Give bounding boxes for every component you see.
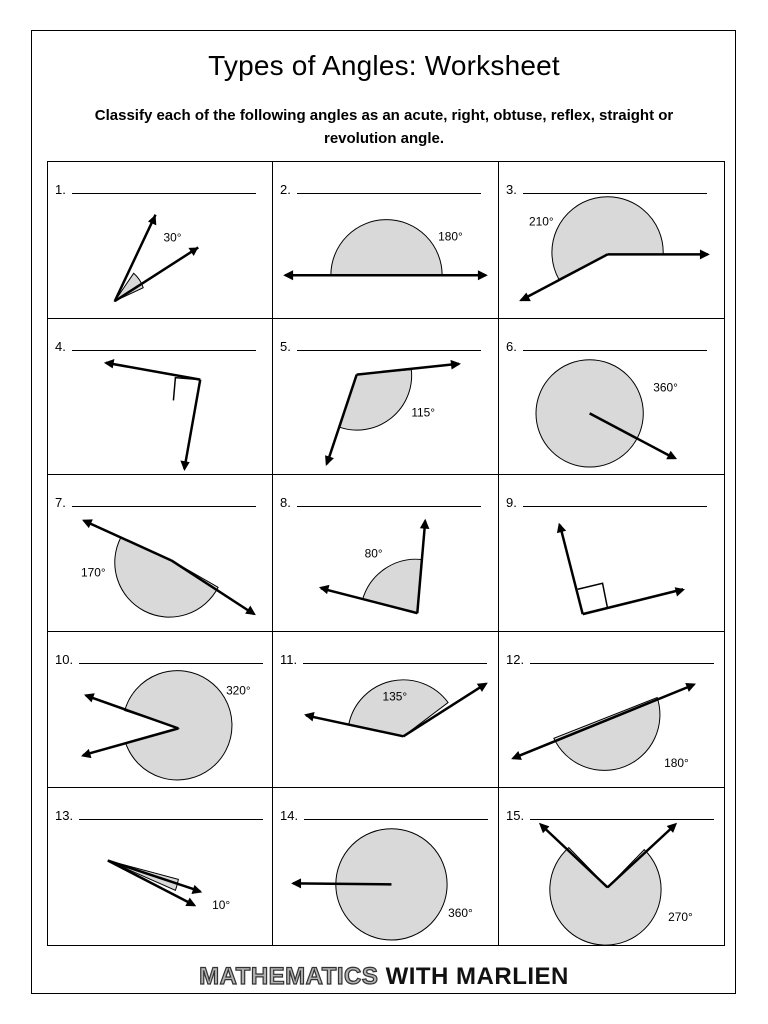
angle-diagram-2 [273,162,498,318]
question-12 [498,631,725,788]
angle-label: 180° [438,229,463,244]
question-number: 11. [280,652,298,667]
instructions: Classify each of the following angles as an acute, right, obtuse, reflex, straight or revolution angle. [94,107,674,147]
angle-diagram-4 [48,319,272,474]
angle-diagram-3 [499,162,724,318]
question-number: 5. [280,339,291,354]
question-3 [498,161,725,319]
angle-label: 210° [529,214,554,229]
question-2 [272,161,499,319]
question-number: 13. [55,808,74,823]
angle-diagram-13 [48,788,272,945]
footer-brand-part1: MATHEMATICS [199,963,379,990]
angle-diagram-14 [273,788,498,945]
angle-label: 135° [382,689,408,704]
question-14 [272,787,499,946]
question-grid [47,161,724,945]
angle-label: 180° [664,756,689,771]
angle-diagram-15 [499,788,724,945]
question-number: 8. [280,495,291,510]
question-7 [47,474,273,632]
angle-diagram-7 [48,475,272,631]
question-5 [272,318,499,475]
question-4 [47,318,273,475]
footer-brand [0,963,768,991]
angle-label: 80° [364,546,383,561]
question-1 [47,161,273,319]
question-11 [272,631,499,788]
angle-diagram-5 [273,319,498,474]
question-number: 12. [506,652,525,667]
angle-diagram-10 [48,632,272,787]
angle-diagram-11 [273,632,498,787]
page-title: Types of Angles: Worksheet [208,50,560,81]
question-number: 6. [506,339,517,354]
angle-diagram-9 [499,475,724,631]
angle-label: 115° [411,405,436,420]
question-number: 4. [55,339,66,354]
question-number: 7. [55,495,66,510]
angle-diagram-1 [48,162,272,318]
question-number: 14. [280,808,299,823]
footer-brand-part2: WITH MARLIEN [385,963,569,990]
question-9 [498,474,725,632]
angle-diagram-6 [499,319,724,474]
angle-label: 30° [163,230,182,245]
question-number: 2. [280,182,291,197]
question-6 [498,318,725,475]
angle-label: 170° [81,565,106,580]
angle-label: 320° [226,683,251,698]
angle-label: 270° [668,910,693,925]
question-number: 10. [55,652,74,667]
angle-diagram-12 [499,632,724,787]
angle-label: 360° [448,906,473,921]
question-number: 3. [506,182,517,197]
angle-diagram-8 [273,475,498,631]
question-13 [47,787,273,946]
question-number: 9. [506,495,517,510]
question-number: 15. [506,808,525,823]
question-15 [498,787,725,946]
question-10 [47,631,273,788]
question-8 [272,474,499,632]
angle-label: 360° [653,380,678,395]
question-number: 1. [55,182,66,197]
angle-label: 10° [212,898,231,913]
